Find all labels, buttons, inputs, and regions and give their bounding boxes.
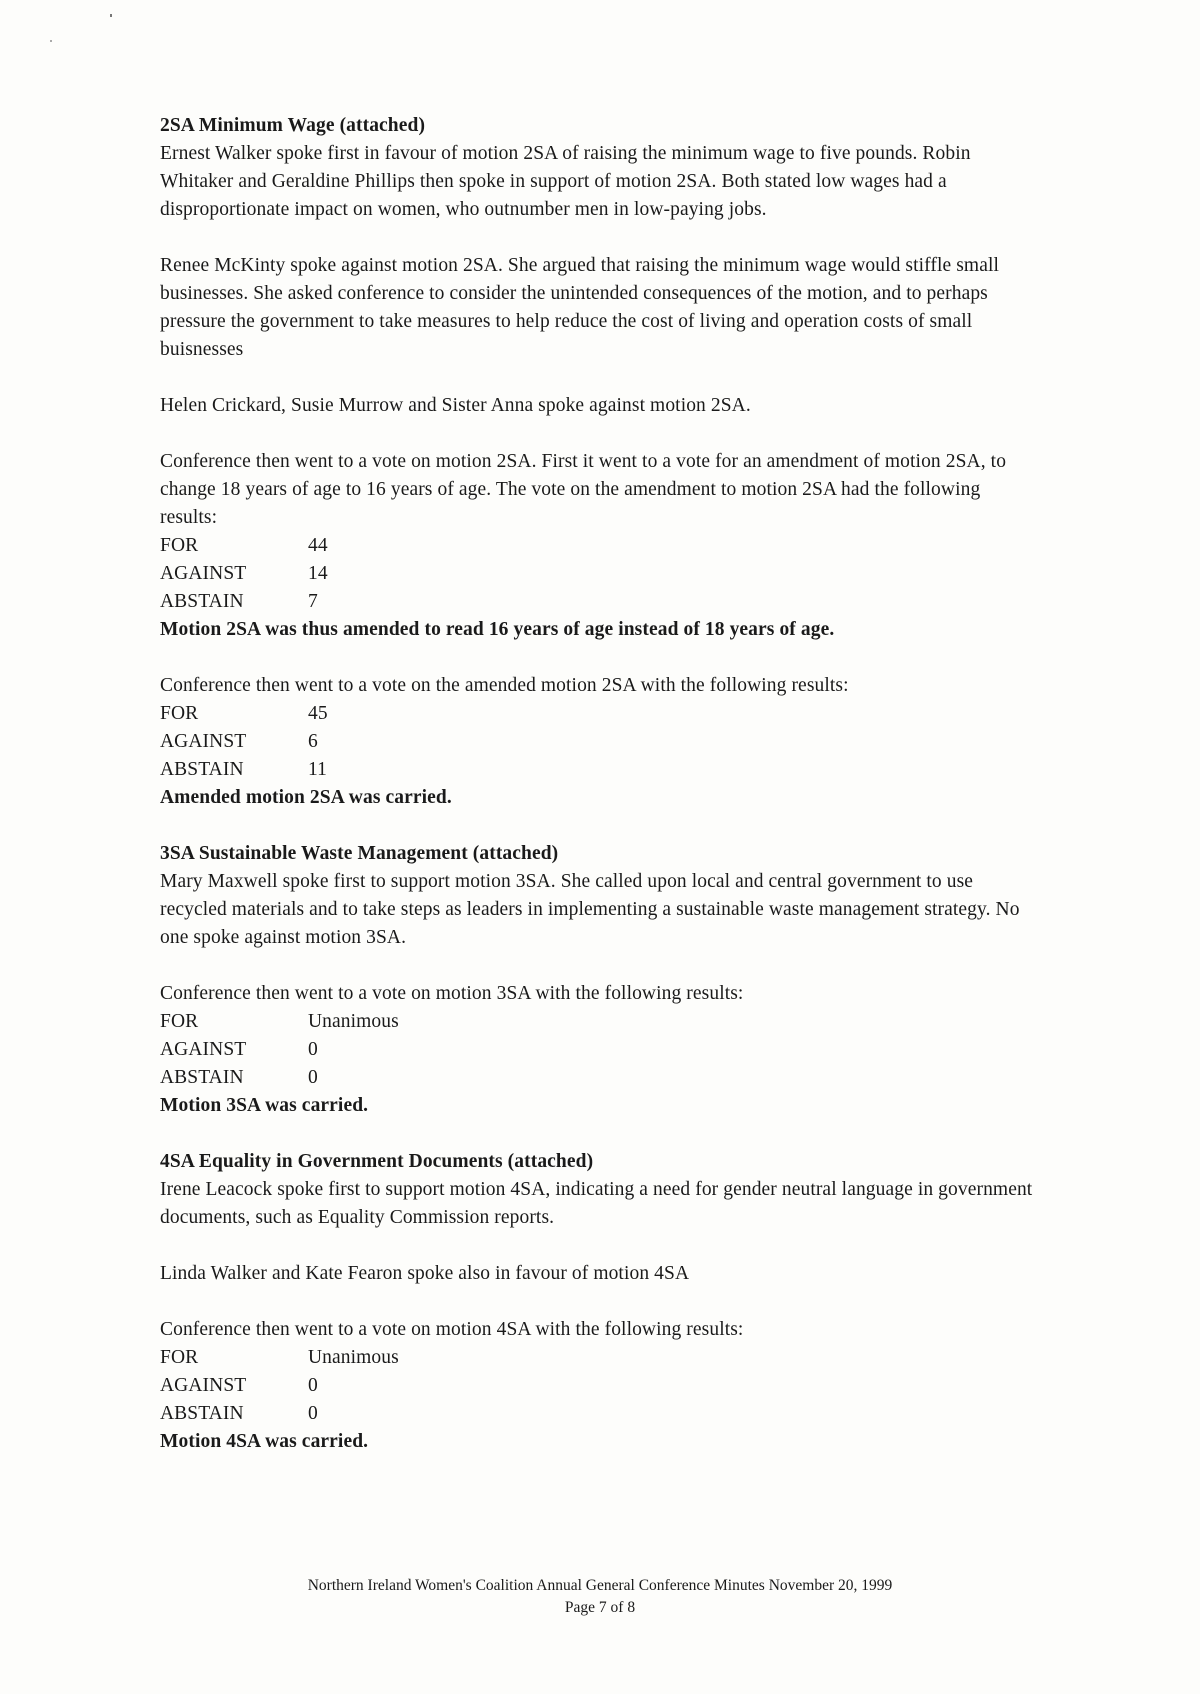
scan-speck (110, 14, 112, 17)
paragraph: Ernest Walker spoke first in favour of motion 2SA of raising the minimum wage to five pounds. Robin Whitaker and Geraldine Phillips then spoke in support of motion 2SA. Both stated low wages had a disproportionate impact on women, who outnumber men in low-paying jobs. (160, 143, 971, 220)
vote-table-amended-2sa (160, 700, 1040, 784)
vote-table-3sa (160, 1008, 1040, 1092)
vote-table-4sa (160, 1344, 1040, 1428)
paragraph: Conference then went to a vote on motion 4SA with the following results: (160, 1319, 744, 1340)
vote-label: ABSTAIN (160, 1403, 244, 1424)
vote-row (160, 700, 1040, 728)
paragraph: Conference then went to a vote on the amended motion 2SA with the following results: (160, 675, 849, 696)
vote-row (160, 1372, 1040, 1400)
vote-value: 0 (308, 1039, 318, 1060)
vote-label: ABSTAIN (160, 591, 244, 612)
vote-row (160, 1036, 1040, 1064)
vote-value: 45 (308, 703, 328, 724)
vote-label: AGAINST (160, 563, 247, 584)
vote-value: 14 (308, 563, 328, 584)
vote-label: AGAINST (160, 731, 247, 752)
section-heading-4sa: 4SA Equality in Government Documents (attached) (160, 1151, 594, 1172)
paragraph: Helen Crickard, Susie Murrow and Sister Anna spoke against motion 2SA. (160, 395, 751, 416)
vote-value: 0 (308, 1403, 318, 1424)
page-number: Page 7 of 8 (564, 1599, 636, 1616)
vote-row (160, 532, 1040, 560)
vote-row (160, 588, 1040, 616)
vote-label: AGAINST (160, 1039, 247, 1060)
vote-row (160, 1064, 1040, 1092)
vote-table-amendment-2sa (160, 532, 1040, 616)
vote-value: Unanimous (308, 1347, 399, 1368)
vote-value: 0 (308, 1067, 318, 1088)
vote-result: Amended motion 2SA was carried. (160, 787, 452, 808)
section-2sa (160, 112, 1040, 812)
vote-label: FOR (160, 703, 199, 724)
vote-label: FOR (160, 535, 199, 556)
section-3sa (160, 840, 1040, 1120)
paragraph: Conference then went to a vote on motion 3SA with the following results: (160, 983, 744, 1004)
section-4sa (160, 1148, 1040, 1456)
document-body (160, 112, 1040, 1484)
paragraph: Linda Walker and Kate Fearon spoke also in favour of motion 4SA (160, 1263, 690, 1284)
vote-label: ABSTAIN (160, 1067, 244, 1088)
scan-speck (50, 40, 52, 42)
vote-label: AGAINST (160, 1375, 247, 1396)
vote-value: 7 (308, 591, 318, 612)
vote-row (160, 1008, 1040, 1036)
vote-value: 0 (308, 1375, 318, 1396)
vote-result: Motion 4SA was carried. (160, 1431, 369, 1452)
vote-label: FOR (160, 1347, 199, 1368)
vote-result: Motion 2SA was thus amended to read 16 years of age instead of 18 years of age. (160, 619, 835, 640)
vote-row (160, 756, 1040, 784)
paragraph: Conference then went to a vote on motion 2SA. First it went to a vote for an amendment of motion 2SA, to change 18 years of age to 16 years of age. The vote on the amendment to motion 2SA had the following results: (160, 451, 1007, 528)
paragraph: Renee McKinty spoke against motion 2SA. She argued that raising the minimum wage would stiffle small businesses. She asked conference to consider the unintended consequences of the motion, and to perhaps pressure the government to take measures to help reduce the cost of living and operation costs of small buisnesses (160, 255, 999, 360)
vote-value: 11 (308, 759, 327, 780)
vote-value: Unanimous (308, 1011, 399, 1032)
vote-label: FOR (160, 1011, 199, 1032)
section-heading-3sa: 3SA Sustainable Waste Management (attached) (160, 843, 559, 864)
paragraph: Mary Maxwell spoke first to support motion 3SA. She called upon local and central government to use recycled materials and to take steps as leaders in implementing a sustainable waste management strategy. No one spoke against motion 3SA. (160, 871, 1020, 948)
vote-row (160, 560, 1040, 588)
vote-label: ABSTAIN (160, 759, 244, 780)
paragraph: Irene Leacock spoke first to support motion 4SA, indicating a need for gender neutral language in government documents, such as Equality Commission reports. (160, 1179, 1033, 1228)
vote-row (160, 1344, 1040, 1372)
vote-row (160, 728, 1040, 756)
vote-value: 44 (308, 535, 328, 556)
section-heading-2sa: 2SA Minimum Wage (attached) (160, 115, 426, 136)
footer-title: Northern Ireland Women's Coalition Annual General Conference Minutes November 20, 1999 (307, 1577, 893, 1594)
vote-row (160, 1400, 1040, 1428)
vote-result: Motion 3SA was carried. (160, 1095, 369, 1116)
page-footer (0, 1575, 1200, 1619)
vote-value: 6 (308, 731, 318, 752)
